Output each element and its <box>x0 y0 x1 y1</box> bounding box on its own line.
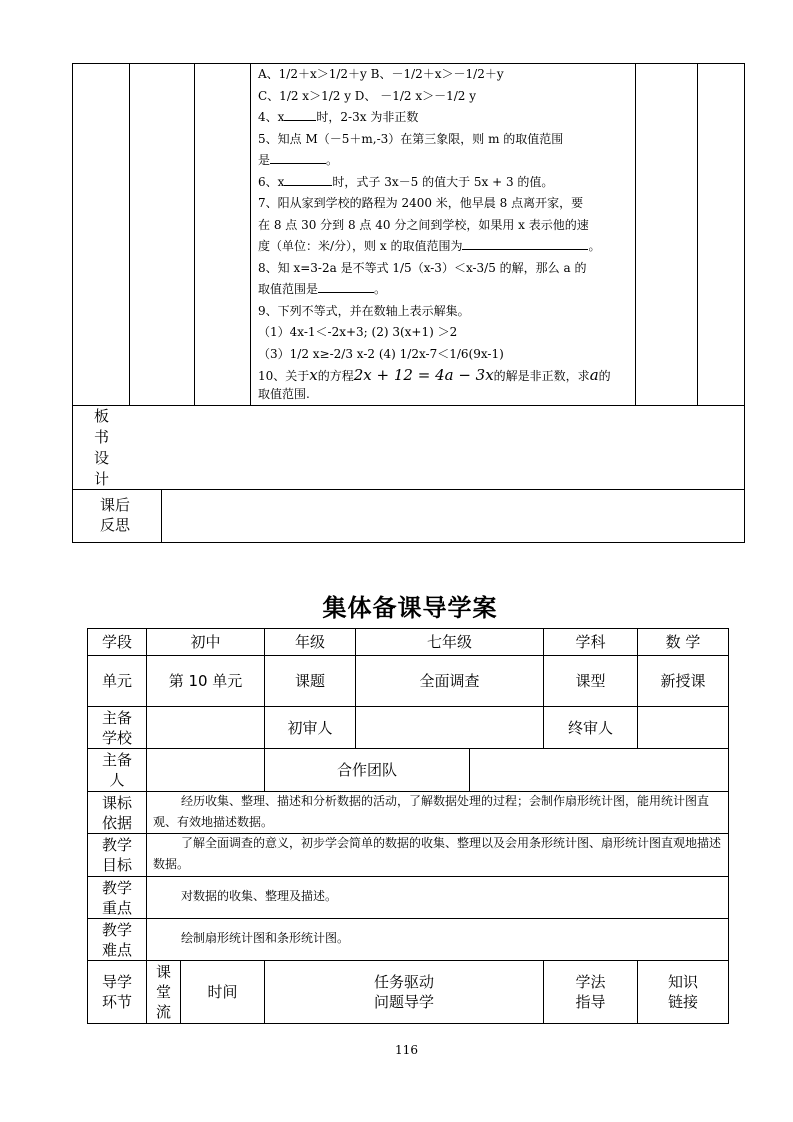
unit-value: 第 10 单元 <box>168 672 243 690</box>
exercise-line: 在 8 点 30 分到 8 点 40 分之间到学校，如果用 x 表示他的速 <box>258 218 589 232</box>
exercise-line: （1）4x-1＜-2x+3; (2) 3(x+1) ＞2 <box>258 325 458 339</box>
subject-label: 学科 <box>575 633 606 651</box>
difficulty-label: 教学 难点 <box>101 920 132 959</box>
difficulty-text: 绘制扇形统计图和条形统计图。 <box>181 931 350 945</box>
method-label: 学法 指导 <box>575 973 606 1011</box>
key-point-label: 教学 重点 <box>101 878 132 917</box>
exercise-line: 5、知点 M（－5＋m,-3）在第三象限，则 m 的取值范围 <box>258 132 564 146</box>
exercise-line: （3）1/2 x≥-2/3 x-2 (4) 1/2x-7＜1/6(9x-1) <box>258 347 504 361</box>
grade-label: 年级 <box>294 633 325 651</box>
exercise-line: 10、关于x的方程2x + 12 = 4a − 3x的解是非正数，求a的 <box>258 366 611 384</box>
exercise-line: C、1/2 x＞1/2 y D、 －1/2 x＞－1/2 y <box>258 89 477 103</box>
grade-value: 七年级 <box>426 633 472 651</box>
exercise-line: 6、x 时，式子 3x－5 的值大于 5x + 3 的值。 <box>258 172 553 193</box>
standard-basis-label: 课标 依据 <box>101 793 132 832</box>
exercise-line: 9、下列不等式，并在数轴上表示解集。 <box>258 304 470 318</box>
key-point-text: 对数据的收集、整理及描述。 <box>181 889 338 903</box>
topic-label: 课题 <box>294 672 325 690</box>
team-label: 合作团队 <box>336 761 397 779</box>
lesson-type-value: 新授课 <box>660 672 706 690</box>
class-flow-label: 课 堂 流 <box>155 963 171 1021</box>
subject-value: 数 学 <box>665 633 701 651</box>
task-label: 任务驱动 问题导学 <box>373 973 434 1011</box>
time-label: 时间 <box>207 983 238 1001</box>
first-reviewer-label: 初审人 <box>287 718 333 737</box>
lesson-type-label: 课型 <box>575 672 606 690</box>
exercise-line: 7、阳从家到学校的路程为 2400 米，他早晨 8 点离开家，要 <box>258 196 584 210</box>
exercise-line: A、1/2＋x＞1/2＋y B、－1/2＋x＞－1/2＋y <box>258 67 504 81</box>
lead-teacher-label: 主备 人 <box>101 751 132 789</box>
exercise-line: 取值范围. <box>258 387 310 401</box>
final-reviewer-label: 终审人 <box>567 718 613 737</box>
standard-basis-text: 经历收集、整理、描述和分析数据的活动，了解数据处理的过程；会制作扇形统计图，能用统计图直观、有效地描述数据。 <box>153 794 710 829</box>
page-number: 116 <box>395 1043 418 1057</box>
teaching-goal-text: 了解全面调查的意义，初步学会简单的数据的收集、整理以及会用条形统计图、扇形统计图直观地描述数据。 <box>153 836 722 871</box>
exercise-line: 8、知 x=3-2a 是不等式 1/5（x-3）＜x-3/5 的解，那么 a 的 <box>258 261 587 275</box>
guide-step-label: 导学 环节 <box>101 973 132 1011</box>
unit-label: 单元 <box>101 672 132 690</box>
exercise-line: 4、x 时，2-3x 为非正数 <box>258 107 418 128</box>
knowledge-label: 知识 链接 <box>667 973 698 1011</box>
stage-label: 学段 <box>101 633 132 651</box>
teaching-goal-label: 教学 目标 <box>101 836 132 874</box>
page-title: 集体备课导学案 <box>322 594 498 622</box>
exercise-line: 度（单位：米/分），则 x 的取值范围为 。 <box>258 236 600 257</box>
lead-school-label: 主备 学校 <box>101 708 132 747</box>
topic-value: 全面调查 <box>419 672 480 690</box>
exercise-line: 是 。 <box>258 150 338 171</box>
stage-value: 初中 <box>190 633 221 651</box>
exercise-line: 取值范围是 。 <box>258 279 386 300</box>
